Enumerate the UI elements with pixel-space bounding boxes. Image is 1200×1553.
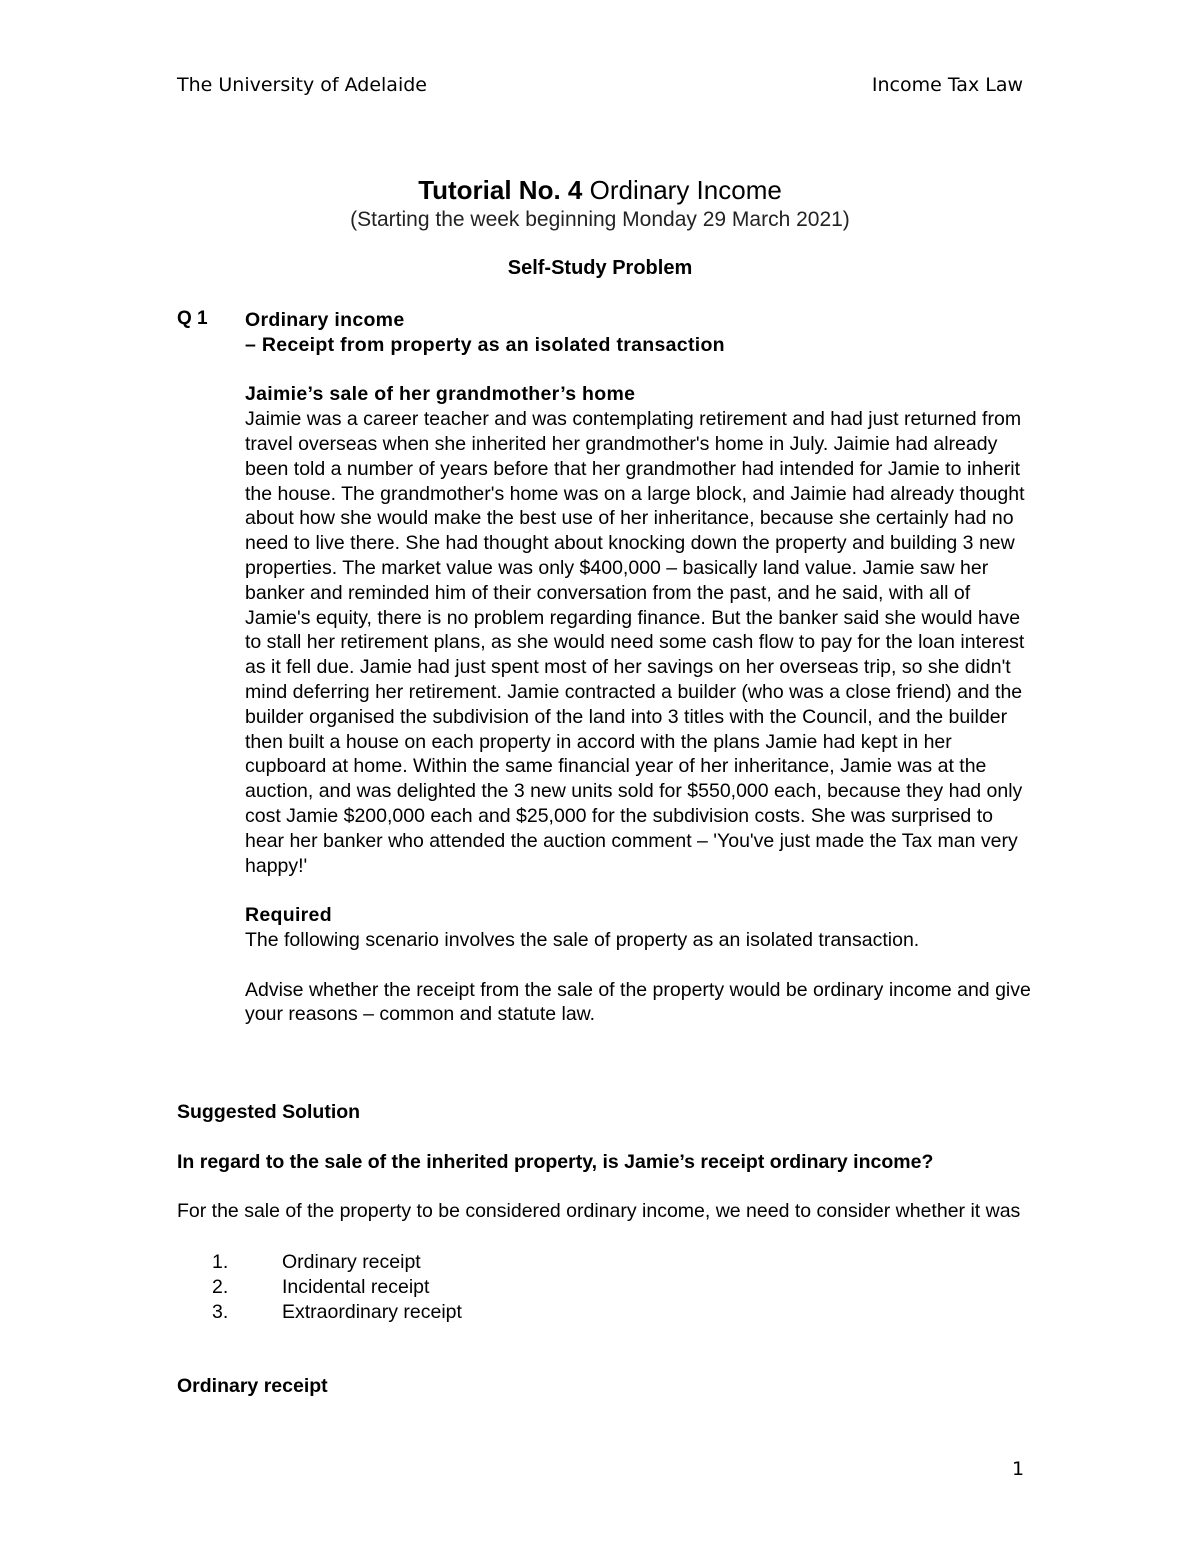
list-item	[212, 1300, 612, 1325]
list-number: 3.	[212, 1300, 229, 1323]
list-number: 1.	[212, 1251, 229, 1273]
required-label: Required	[245, 904, 332, 927]
title-topic: Ordinary Income	[589, 175, 782, 205]
list-number: 2.	[212, 1275, 229, 1298]
list-text: Extraordinary receipt	[282, 1300, 462, 1323]
list-item	[212, 1275, 612, 1300]
required-text-2: Advise whether the receipt from the sale of the property would be ordinary income and give your reasons – common and statute law.	[245, 978, 1031, 1026]
solution-intro: For the sale of the property to be considered ordinary income, we need to consider whether it was	[177, 1200, 1021, 1223]
title-number: Tutorial No. 4	[418, 175, 583, 205]
question-subheading: – Receipt from property as an isolated transaction	[245, 333, 725, 356]
case-text: Jaimie was a career teacher and was contemplating retirement and had just returned from travel overseas when she inherited her grandmother's home in July. Jaimie had already been told a number of years before that her grandmother had intended for Jamie to inherit the house. The grandmother's home was on a large block, and Jaimie had already thought about how she would make the best use of her inheritance, because she certainly had no need to live there. She had thought about knocking down the property and building 3 new properties. The market value was only $400,000 – basically land value. Jamie saw her banker and reminded him of their conversation from the past, and he said, with all of Jamie's equity, there is no problem regarding finance. But the banker said she would have to stall her retirement plans, as she would need some cash flow to pay for the loan interest as it fell due. Jamie had just spent most of her savings on her overseas trip, so she didn't mind deferring her retirement. Jamie contracted a builder (who was a close friend) and the builder organised the subdivision of the land into 3 titles with the Council, and the builder then built a house on each property in accord with the plans Jamie had kept in her cupboard at home. Within the same financial year of her inheritance, Jamie was at the auction, and was delighted the 3 new units sold for $550,000 each, because they had only cost Jamie $200,000 each and $25,000 for the subdivision costs. She was surprised to hear her banker who attended the auction comment – 'You've just made the Tax man very happy!'	[245, 408, 1025, 877]
document-subtitle: (Starting the week beginning Monday 29 March 2021)	[350, 208, 850, 231]
question-label: Q 1	[177, 308, 208, 329]
solution-section	[177, 1100, 1037, 1224]
list-item	[212, 1250, 612, 1275]
header-course: Income Tax Law	[871, 74, 1023, 96]
case-title: Jaimie’s sale of her grandmother’s home	[245, 383, 636, 406]
solution-heading: Suggested Solution	[177, 1101, 361, 1123]
solution-question: In regard to the sale of the inherited property, is Jamie’s receipt ordinary income?	[177, 1150, 934, 1173]
section-heading: Self-Study Problem	[507, 257, 693, 279]
page-number: 1	[1012, 1458, 1025, 1480]
required-text-1: The following scenario involves the sale of property as an isolated transaction.	[245, 928, 920, 951]
list-text: Ordinary receipt	[282, 1251, 421, 1273]
receipt-type-list	[212, 1250, 612, 1324]
question-body	[245, 308, 1035, 1027]
header-institution: The University of Adelaide	[177, 74, 427, 96]
document-title	[0, 174, 1200, 206]
question-heading: Ordinary income	[245, 309, 405, 331]
ordinary-receipt-heading: Ordinary receipt	[177, 1375, 328, 1397]
title-block	[0, 174, 1200, 234]
page-header	[177, 74, 1023, 100]
list-text: Incidental receipt	[282, 1275, 430, 1298]
